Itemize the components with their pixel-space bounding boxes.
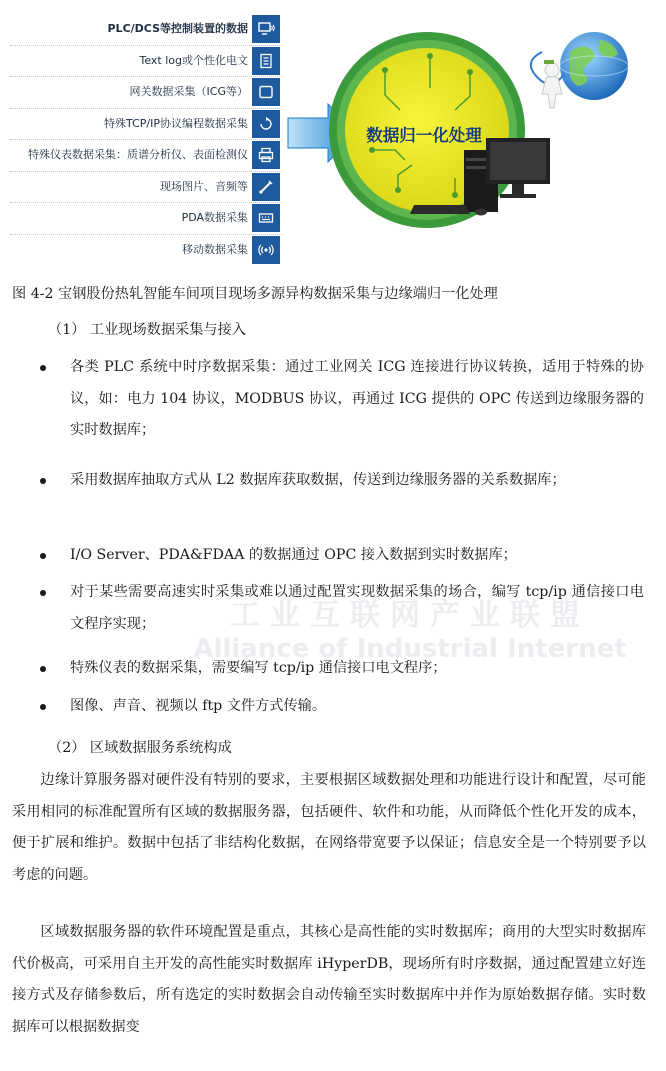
source-label: 特殊仪表数据采集：质谱分析仪、表面检测仪 (28, 148, 248, 161)
normalization-diagram (0, 0, 666, 265)
source-label: PLC/DCS等控制装置的数据 (107, 22, 248, 35)
bullet-dot (40, 553, 46, 559)
bullet-item (40, 465, 644, 497)
section-heading-1: （1） 工业现场数据采集与接入 (48, 322, 246, 338)
bullet-text: 特殊仪表的数据采集，需要编写 tcp/ip 通信接口电文程序； (70, 660, 447, 676)
source-label: 移动数据采集 (182, 242, 248, 256)
section-heading-2: （2） 区域数据服务系统构成 (48, 740, 232, 756)
bullet-dot (40, 365, 46, 371)
bullet-text: 采用数据库抽取方式从 L2 数据库获取数据，传送到边缘服务器的关系数据库； (70, 472, 566, 488)
center-label: 数据归一化处理 (366, 126, 482, 145)
bullet-item (40, 653, 644, 685)
body-paragraph: 边缘计算服务器对硬件没有特别的要求，主要根据区域数据处理和功能进行设计和配置，尽可能采用相同的标准配置所有区域的数据服务器，包括硬件、软件和功能，从而降低个性化开发的成本，便于扩展和维护。数据中包括了非结构化数据，在网络带宽要予以保证；信息安全是一个特别要予以考虑的问题。 (12, 772, 646, 883)
source-label: 现场图片、音频等 (160, 179, 248, 193)
bullet-item (40, 691, 644, 723)
source-label: 特殊TCP/IP协议编程数据采集 (104, 116, 248, 130)
bullet-text: 对于某些需要高速实时采集或难以通过配置实现数据采集的场合，编写 tcp/ip 通信接口电文程序实现； (70, 584, 644, 632)
source-label: PDA数据采集 (181, 211, 248, 224)
bullet-dot (40, 704, 46, 710)
bullet-text: 图像、声音、视频以 ftp 文件方式传输。 (70, 698, 327, 714)
bullet-dot (40, 590, 46, 596)
bullet-item (40, 540, 644, 572)
bullet-text: 各类 PLC 系统中时序数据采集：通过工业网关 ICG 连接进行协议转换，适用于特殊的协议，如：电力 104 协议，MODBUS 协议，再通过 ICG 提供的 OPC 传送到边缘服务器的实时数据库； (70, 359, 644, 438)
figure-4-2 (0, 0, 666, 265)
figure-caption: 图 4-2 宝钢股份热轧智能车间项目现场多源异构数据采集与边缘端归一化处理 (12, 286, 498, 302)
bullet-text: I/O Server、PDA&FDAA 的数据通过 OPC 接入数据到实时数据库； (70, 547, 517, 563)
watermark-line-2: Alliance of Industrial Internet (193, 634, 627, 664)
bullet-item (40, 352, 644, 447)
bullet-dot (40, 478, 46, 484)
watermark-line-1: 工业互联网产业联盟 (230, 598, 590, 633)
internet-globe-icon (531, 32, 628, 108)
body-paragraph: 区域数据服务器的软件环境配置是重点，其核心是高性能的实时数据库；商用的大型实时数据库代价极高，可采用自主开发的高性能实时数据库 iHyperDB，现场所有时序数据，通过配置建立好连接方式及存储参数后，所有选定的实时数据会自动传输至实时数据库中并作为原始数据存储。实时数据库可以根据数据变 (12, 924, 646, 1035)
source-label: Text log或个性化电文 (139, 53, 248, 67)
bullet-item (40, 577, 644, 640)
bullet-dot (40, 666, 46, 672)
source-label: 网关数据采集（ICG等） (129, 85, 248, 98)
